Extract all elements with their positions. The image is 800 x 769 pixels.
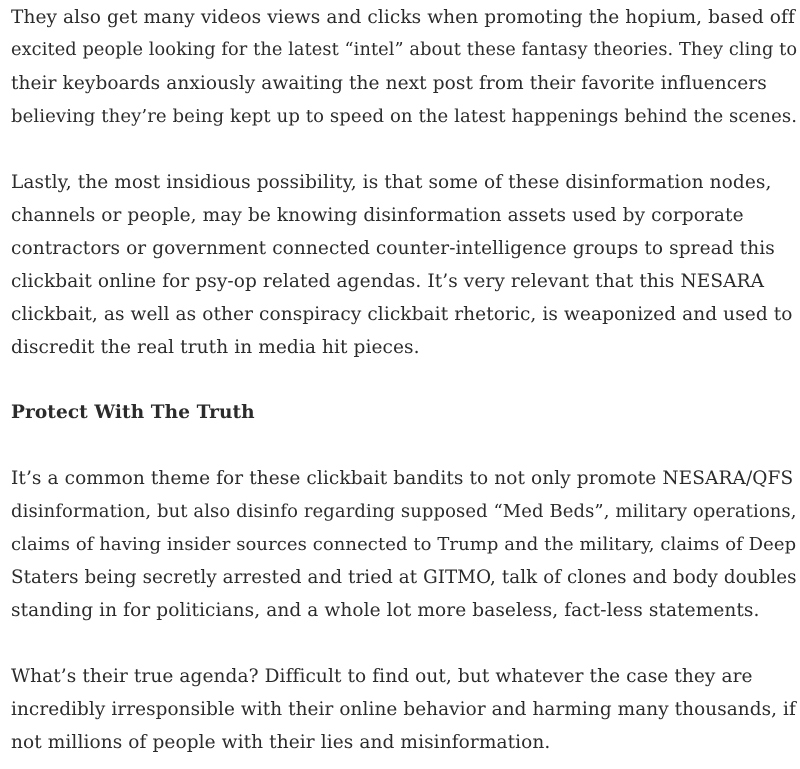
text-line: incredibly irresponsible with their online behavior and harming many thousands, if bbox=[11, 699, 796, 720]
text-line: discredit the real truth in media hit pieces. bbox=[11, 337, 420, 358]
text-line: clickbait, as well as other conspiracy clickbait rhetoric, is weaponized and used to bbox=[11, 304, 793, 325]
text-line: standing in for politicians, and a whole lot more baseless, fact-less statements. bbox=[11, 600, 760, 621]
text-line: What’s their true agenda? Difficult to find out, but whatever the case they are bbox=[11, 666, 753, 687]
paragraph-hopium bbox=[11, 1, 797, 133]
text-line: disinformation, but also disinfo regarding supposed “Med Beds”, military operations, bbox=[11, 501, 797, 522]
section-heading: Protect With The Truth bbox=[11, 402, 255, 423]
text-line: channels or people, may be knowing disinformation assets used by corporate bbox=[11, 205, 744, 226]
text-line: It’s a common theme for these clickbait bandits to not only promote NESARA/QFS bbox=[11, 468, 794, 489]
text-line: contractors or government connected counter-intelligence groups to spread this bbox=[11, 238, 775, 259]
text-line: Lastly, the most insidious possibility, is that some of these disinformation nodes, bbox=[11, 172, 772, 193]
paragraph-clickbait-bandits bbox=[11, 462, 797, 627]
text-line: Staters being secretly arrested and tried at GITMO, talk of clones and body doubles bbox=[11, 567, 797, 588]
text-line: believing they’re being kept up to speed on the latest happenings behind the scenes. bbox=[11, 106, 798, 127]
text-line: clickbait online for psy-op related agendas. It’s very relevant that this NESARA bbox=[11, 271, 765, 292]
text-line: They also get many videos views and clicks when promoting the hopium, based off bbox=[11, 7, 795, 28]
text-line: claims of having insider sources connected to Trump and the military, claims of Deep bbox=[11, 534, 797, 555]
text-line: excited people looking for the latest “intel” about these fantasy theories. They cling to bbox=[11, 40, 798, 60]
text-line: their keyboards anxiously awaiting the next post from their favorite influencers bbox=[11, 73, 767, 94]
text-line: not millions of people with their lies and misinformation. bbox=[11, 732, 551, 753]
paragraph-true-agenda bbox=[11, 660, 796, 759]
paragraph-insidious-possibility bbox=[11, 166, 793, 364]
